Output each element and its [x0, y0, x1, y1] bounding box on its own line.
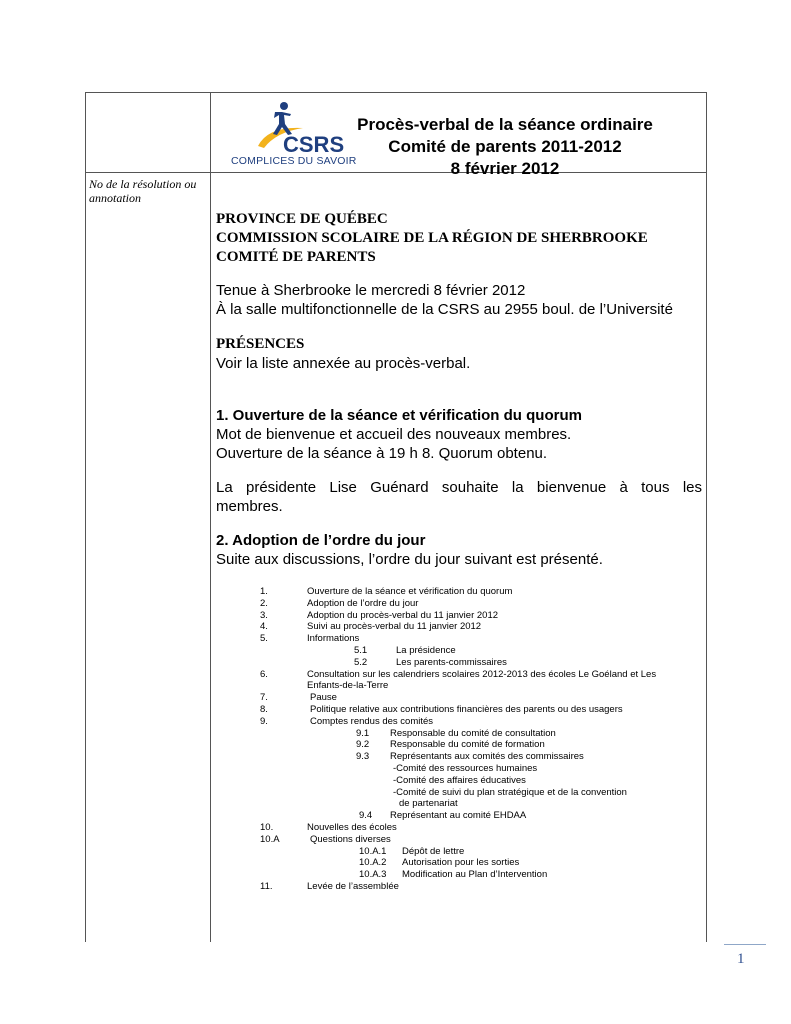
agenda-item	[260, 657, 700, 669]
title-line-2: Comité de parents 2011-2012	[388, 137, 622, 156]
agenda-item-text: Comptes rendus des comités	[310, 715, 434, 727]
agenda-item-text: Représentants aux comités des commissaires	[390, 751, 584, 763]
agenda-item-text: Les parents-commissaires	[396, 656, 507, 668]
agenda-item	[260, 834, 700, 846]
agenda-item-text: Enfants-de-la-Terre	[307, 680, 389, 692]
agenda-item	[260, 728, 700, 740]
agenda-item-text: -Comité des affaires éducatives	[393, 774, 526, 786]
agenda-item-number: 10.	[260, 821, 274, 833]
agenda-item	[260, 857, 700, 869]
section-1-line-2: Ouverture de la séance à 19 h 8. Quorum obtenu.	[216, 445, 548, 462]
agenda-item	[260, 645, 700, 657]
header-commission: COMMISSION SCOLAIRE DE LA RÉGION DE SHERBROOKE	[216, 230, 648, 246]
document-title	[340, 114, 670, 180]
agenda-item-number: 5.1	[354, 644, 368, 656]
section-1-paragraph	[216, 478, 702, 516]
title-line-3: 8 février 2012	[450, 159, 560, 178]
section-2	[216, 531, 702, 569]
agenda-item-number: 6.	[260, 668, 268, 680]
agenda-item-text: La présidence	[396, 644, 456, 656]
header-province: PROVINCE DE QUÉBEC	[216, 211, 388, 227]
agenda-item-text: Modification au Plan d’Intervention	[402, 869, 548, 881]
agenda-item	[260, 610, 700, 622]
agenda-item-number: 9.3	[356, 751, 370, 763]
agenda-item	[260, 751, 700, 763]
section-1-paragraph-line-1: La présidente Lise Guénard souhaite la bienvenue à tous les	[216, 479, 702, 496]
agenda-item	[260, 846, 700, 858]
agenda-item-number: 10.A.1	[359, 845, 387, 857]
agenda-item-text: Suivi au procès-verbal du 11 janvier 2012	[307, 621, 482, 633]
agenda-item-number: 3.	[260, 609, 268, 621]
section-2-text: Suite aux discussions, l’ordre du jour suivant est présenté.	[216, 551, 603, 568]
header-committee: COMITÉ DE PARENTS	[216, 249, 376, 265]
agenda-item-number: 8.	[260, 703, 268, 715]
page-number-rule	[724, 944, 766, 945]
agenda-item	[260, 869, 700, 881]
agenda-item-text: Responsable du comité de formation	[390, 739, 545, 751]
agenda-item-text: Politique relative aux contributions financières des parents ou des usagers	[310, 703, 623, 715]
agenda-item	[260, 763, 700, 775]
section-1-line-1: Mot de bienvenue et accueil des nouveaux membres.	[216, 426, 572, 443]
agenda-item-number: 4.	[260, 621, 268, 633]
agenda-item	[260, 787, 700, 799]
agenda-item	[260, 633, 700, 645]
csrs-logo	[228, 98, 357, 170]
agenda-item	[260, 704, 700, 716]
agenda-item-text: Pause	[310, 692, 337, 704]
meeting-date: Tenue à Sherbrooke le mercredi 8 février 2012	[216, 282, 526, 299]
agenda-item-text: Questions diverses	[310, 833, 391, 845]
header-block	[216, 210, 702, 267]
agenda-item-text: Représentant au comité EHDAA	[390, 810, 527, 822]
agenda-item	[260, 881, 700, 893]
agenda-item-number: 9.1	[356, 727, 370, 739]
agenda-item	[260, 716, 700, 728]
agenda-item-text: Ouverture de la séance et vérification du quorum	[307, 586, 513, 597]
agenda-item-number: 10.A.2	[359, 857, 387, 869]
agenda-item	[260, 598, 700, 610]
resolution-column-label: No de la résolution ou annotation	[89, 177, 197, 205]
agenda-item-number: 5.	[260, 633, 268, 645]
section-1	[216, 406, 702, 463]
logo-brand: CSRS	[283, 132, 345, 157]
agenda-item	[260, 586, 700, 598]
agenda-item-text: Responsable du comité de consultation	[390, 727, 556, 739]
agenda-item-text: -Comité des ressources humaines	[393, 762, 538, 774]
agenda-list	[260, 586, 700, 893]
table-top-border	[85, 92, 706, 93]
agenda-item	[260, 775, 700, 787]
logo-tagline: COMPLICES DU SAVOIR	[231, 155, 357, 167]
agenda-item	[260, 810, 700, 822]
agenda-item-number: 9.4	[359, 810, 373, 822]
meeting-location: À la salle multifonctionnelle de la CSRS au 2955 boul. de l’Université	[216, 301, 673, 318]
table-column-divider	[210, 92, 211, 942]
agenda-item-number: 10.A.3	[359, 869, 387, 881]
agenda-item-text: Autorisation pour les sorties	[402, 857, 520, 869]
section-2-heading: 2. Adoption de l’ordre du jour	[216, 532, 426, 549]
section-1-heading: 1. Ouverture de la séance et vérification du quorum	[216, 407, 582, 424]
presences-section	[216, 335, 702, 373]
agenda-item-number: 2.	[260, 597, 268, 609]
title-line-1: Procès-verbal de la séance ordinaire	[357, 115, 653, 134]
agenda-item-text: Levée de l’assemblée	[307, 880, 399, 892]
agenda-item-text: de partenariat	[399, 798, 458, 810]
agenda-item	[260, 680, 700, 692]
agenda-item-text: Consultation sur les calendriers scolaires 2012-2013 des écoles Le Goéland et Les	[307, 668, 657, 680]
agenda-item-text: Nouvelles des écoles	[307, 821, 397, 833]
agenda-item-number: 7.	[260, 692, 268, 704]
agenda-item	[260, 798, 700, 810]
section-1-paragraph-line-2: membres.	[216, 498, 283, 515]
agenda-item	[260, 621, 700, 633]
agenda-item	[260, 692, 700, 704]
agenda-item-number: 9.	[260, 715, 268, 727]
agenda-item	[260, 739, 700, 751]
agenda-item	[260, 822, 700, 834]
agenda-item-text: Dépôt de lettre	[402, 845, 465, 857]
table-right-border	[706, 92, 707, 942]
agenda-item-number: 1.	[260, 586, 268, 597]
presences-text: Voir la liste annexée au procès-verbal.	[216, 355, 471, 372]
agenda-item-number: 10.A	[260, 833, 280, 845]
table-left-border	[85, 92, 86, 942]
agenda-item	[260, 669, 700, 681]
agenda-item-number: 11.	[260, 880, 273, 892]
agenda-item-text: Adoption du procès-verbal du 11 janvier 2012	[307, 609, 499, 621]
agenda-item-number: 9.2	[356, 739, 370, 751]
page-number: 1	[737, 951, 745, 967]
agenda-item-text: Adoption de l’ordre du jour	[307, 597, 419, 609]
meeting-info	[216, 281, 702, 319]
agenda-item-text: -Comité de suivi du plan stratégique et de la convention	[393, 786, 627, 798]
agenda-item-text: Informations	[307, 633, 360, 645]
presences-heading: PRÉSENCES	[216, 336, 305, 352]
agenda-item-number: 5.2	[354, 656, 368, 668]
